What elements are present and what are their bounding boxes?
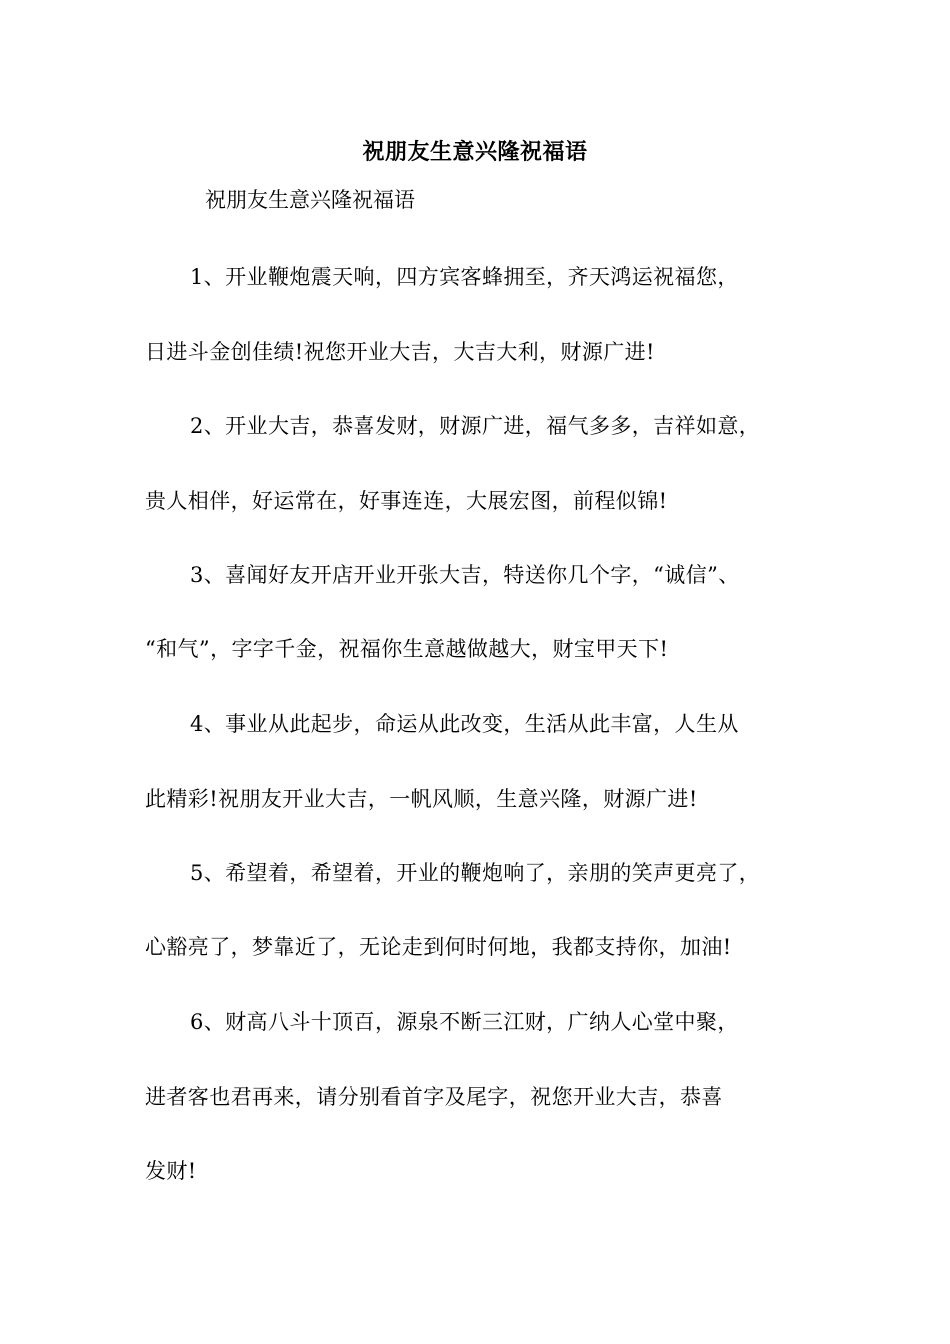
paragraph-line: 5、希望着，希望着，开业的鞭炮响了，亲朋的笑声更亮了，	[190, 861, 761, 885]
document-title: 祝朋友生意兴隆祝福语	[362, 139, 588, 165]
paragraph-line: “和气”，字字千金，祝福你生意越做越大，财宝甲天下!	[145, 637, 669, 661]
paragraph-line: 2、开业大吉，恭喜发财，财源广进，福气多多，吉祥如意，	[190, 414, 761, 438]
paragraph-line: 日进斗金创佳绩!祝您开业大吉，大吉大利，财源广进!	[145, 340, 655, 364]
document-subtitle: 祝朋友生意兴隆祝福语	[205, 188, 415, 212]
paragraph-line: 心豁亮了，梦靠近了，无论走到何时何地，我都支持你，加油!	[145, 935, 732, 959]
paragraph-line: 进者客也君再来，请分别看首字及尾字，祝您开业大吉，恭喜	[145, 1085, 723, 1109]
paragraph-line: 4、事业从此起步，命运从此改变，生活从此丰富，人生从	[190, 712, 739, 736]
paragraph-line: 3、喜闻好友开店开业开张大吉，特送你几个字，“诚信”、	[190, 563, 740, 587]
paragraph-line: 贵人相伴，好运常在，好事连连，大展宏图，前程似锦!	[145, 489, 668, 513]
paragraph-line: 6、财高八斗十顶百，源泉不断三江财，广纳人心堂中聚，	[190, 1010, 739, 1034]
paragraph-line: 发财!	[145, 1159, 197, 1183]
paragraph-line: 1、开业鞭炮震天响，四方宾客蜂拥至，齐天鸿运祝福您，	[190, 265, 739, 289]
paragraph-line: 此精彩!祝朋友开业大吉，一帆风顺，生意兴隆，财源广进!	[145, 787, 698, 811]
